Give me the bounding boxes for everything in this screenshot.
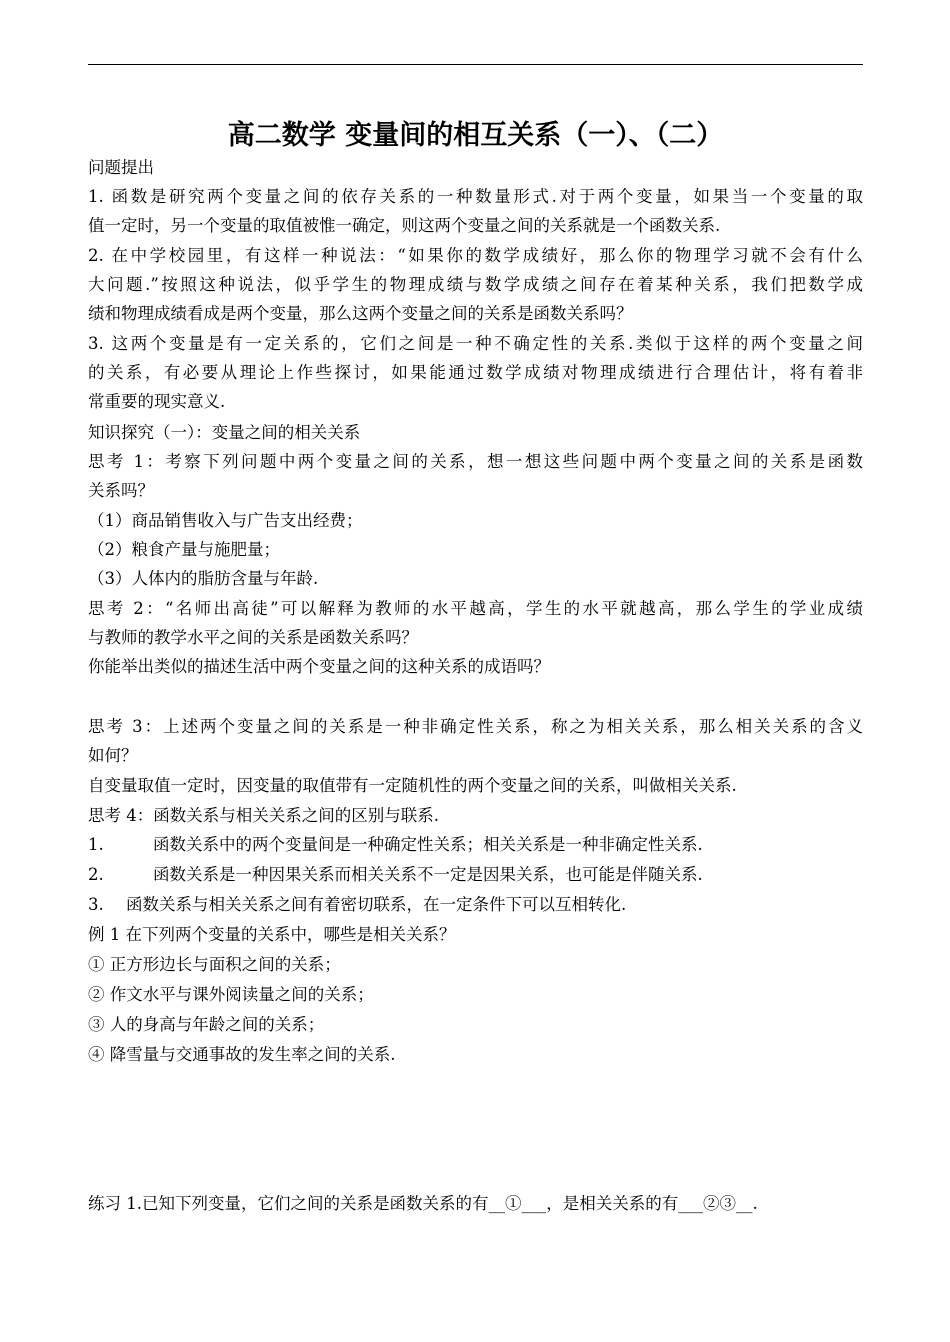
paragraph-line: 绩和物理成绩看成是两个变量，那么这两个变量之间的关系是函数关系吗？: [88, 304, 633, 323]
paragraph-line: 关系吗？: [88, 481, 154, 500]
paragraph-line: 自变量取值一定时，因变量的取值带有一定随机性的两个变量之间的关系，叫做相关关系.: [88, 776, 737, 795]
paragraph-line: 思考 2：“名师出高徒”可以解释为教师的水平越高，学生的水平就越高，那么学生的学业成绩: [88, 599, 863, 618]
example-item: ④ 降雪量与交通事故的发生率之间的关系.: [88, 1045, 396, 1064]
item-number: 3.: [88, 895, 104, 914]
paragraph-line: 值一定时，另一个变量的取值被惟一确定，则这两个变量之间的关系就是一个函数关系.: [88, 216, 721, 235]
example-heading: 例 1 在下列两个变量的关系中，哪些是相关关系？: [88, 925, 456, 944]
section-heading: 知识探究（一）：变量之间的相关关系: [88, 423, 361, 442]
paragraph-line: 常重要的现实意义.: [88, 392, 226, 411]
numbered-item: [88, 833, 863, 857]
item-text: 函数关系中的两个变量间是一种确定性关系；相关关系是一种非确定性关系.: [153, 835, 703, 854]
document-title: 高二数学 变量间的相互关系（一）、（二）: [227, 120, 724, 151]
example-item: ① 正方形边长与面积之间的关系；: [88, 955, 341, 974]
paragraph-line: 如何？: [88, 746, 138, 765]
numbered-item: [88, 863, 863, 887]
list-item: （3）人体内的脂肪含量与年龄.: [88, 569, 319, 588]
paragraph-line: 与教师的教学水平之间的关系是函数关系吗？: [88, 628, 418, 647]
section-heading: 问题提出: [88, 158, 154, 177]
paragraph-line: 你能举出类似的描述生活中两个变量之间的这种关系的成语吗？: [88, 657, 550, 676]
paragraph-line: 2. 在中学校园里，有这样一种说法：“如果你的数学成绩好，那么你的物理学习就不会有什么: [88, 246, 863, 265]
item-text: 函数关系是一种因果关系而相关关系不一定是因果关系，也可能是伴随关系.: [153, 865, 703, 884]
item-text: 函数关系与相关关系之间有着密切联系，在一定条件下可以互相转化.: [126, 895, 627, 914]
paragraph-line: 思考 1：考察下列问题中两个变量之间的关系，想一想这些问题中两个变量之间的关系是函数: [88, 452, 863, 471]
list-item: （2）粮食产量与施肥量；: [88, 540, 280, 559]
paragraph-line: 1. 函数是研究两个变量之间的依存关系的一种数量形式.对于两个变量，如果当一个变量的取: [88, 187, 863, 206]
list-item: （1）商品销售收入与广告支出经费；: [88, 511, 363, 530]
paragraph-line: 大问题.”按照这种说法，似乎学生的物理成绩与数学成绩之间存在着某种关系，我们把数学成: [88, 275, 863, 294]
example-item: ③ 人的身高与年龄之间的关系；: [88, 1015, 325, 1034]
paragraph-line: 的关系，有必要从理论上作些探讨，如果能通过数学成绩对物理成绩进行合理估计，将有着非: [88, 363, 863, 382]
header-rule: [88, 64, 863, 65]
numbered-item: [88, 893, 863, 917]
paragraph-line: 思考 4：函数关系与相关关系之间的区别与联系.: [88, 806, 439, 825]
item-number: 2.: [88, 865, 104, 884]
example-item: ② 作文水平与课外阅读量之间的关系；: [88, 985, 374, 1004]
paragraph-line: 3. 这两个变量是有一定关系的，它们之间是一种不确定性的关系.类似于这样的两个变量之间: [88, 334, 863, 353]
item-number: 1.: [88, 835, 104, 854]
paragraph-line: 思考 3：上述两个变量之间的关系是一种非确定性关系，称之为相关关系，那么相关关系的含义: [88, 717, 863, 736]
exercise-line: 练习 1.已知下列变量，它们之间的关系是函数关系的有__①___，是相关关系的有___②③__.: [88, 1194, 758, 1213]
